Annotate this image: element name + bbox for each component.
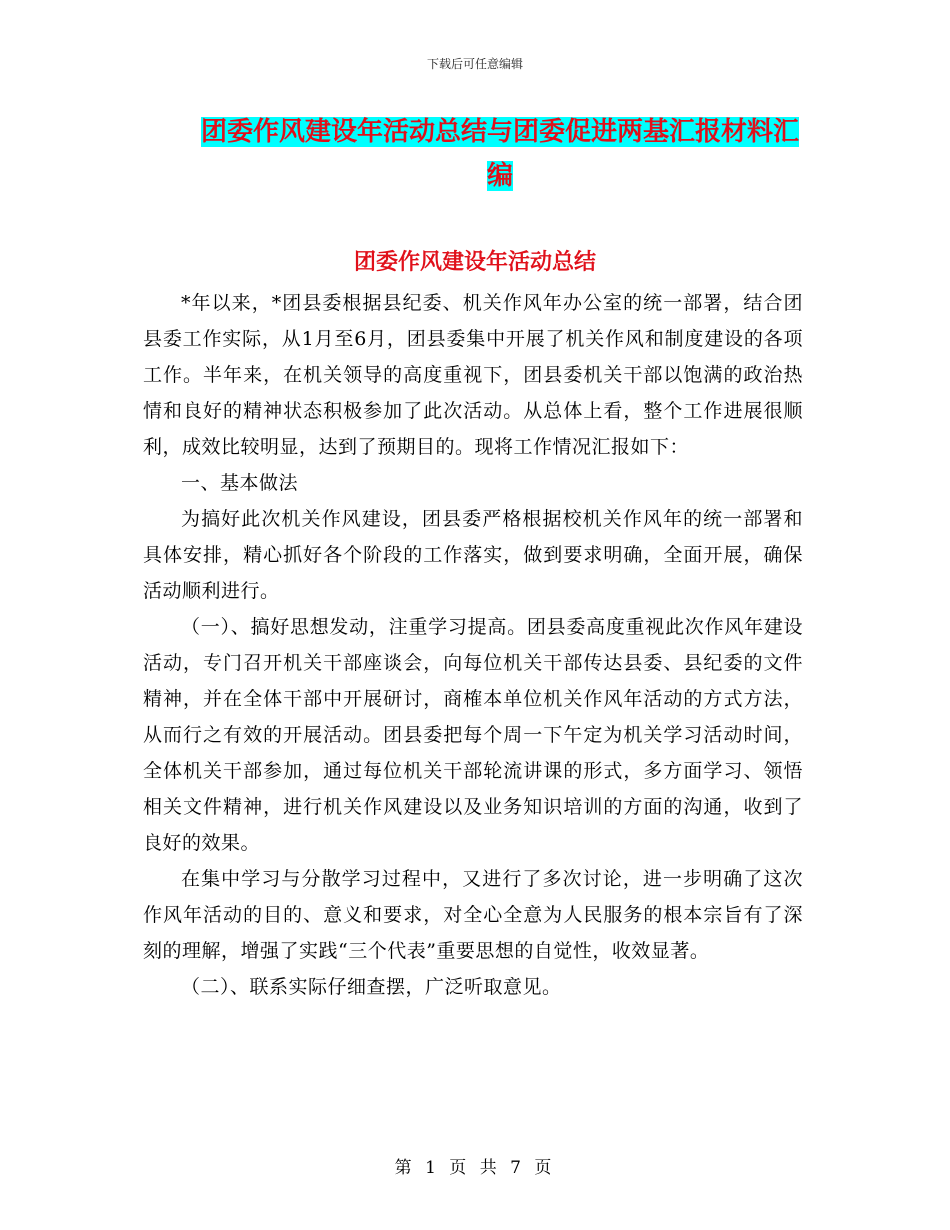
paragraph: （二）、联系实际仔细查摆，广泛听取意见。 <box>181 976 562 998</box>
paragraph: *年以来，*团县委根据县纪委、机关作风年办公室的统一部署，结合团县委工作实际，从1月至6月，团县委集中开展了机关作风和制度建设的各项工作。半年来，在机关领导的高度重视下，团县委机关干部以饱满的政治热情和良好的精神状态积极参加了此次活动。从总体上看，整个工作进展很顺利，成效比较明显，达到了预期目的。现将工作情况汇报如下： <box>143 292 803 458</box>
paragraph: （一）、搞好思想发动，注重学习提高。团县委高度重视此次作风年建设活动，专门召开机关干部座谈会，向每位机关干部传达县委、县纪委的文件精神，并在全体干部中开展研讨，商榷本单位机关作风年活动的方式方法，从而行之有效的开展活动。团县委把每个周一下午定为机关学习活动时间，全体机关干部参加，通过每位机关干部轮流讲课的形式，多方面学习、领悟相关文件精神，进行机关作风建设以及业务知识培训的方面的沟通，收到了良好的效果。 <box>143 616 803 854</box>
document-body <box>143 285 803 1005</box>
page-footer: 第 1 页 共 7 页 <box>394 1158 556 1178</box>
header-note: 下载后可任意编辑 <box>426 57 523 71</box>
document-title-text: 团委作风建设年活动总结与团委促进两基汇报材料汇编 <box>200 117 799 191</box>
paragraph: 在集中学习与分散学习过程中，又进行了多次讨论，进一步明确了这次作风年活动的目的、意义和要求，对全心全意为人民服务的根本宗旨有了深刻的理解，增强了实践“三个代表”重要思想的自觉性，收效显著。 <box>143 868 803 962</box>
section-title: 团委作风建设年活动总结 <box>353 250 596 275</box>
paragraph: 为搞好此次机关作风建设，团县委严格根据校机关作风年的统一部署和具体安排，精心抓好各个阶段的工作落实，做到要求明确，全面开展，确保活动顺利进行。 <box>143 508 803 602</box>
paragraph-heading: 一、基本做法 <box>181 472 299 494</box>
document-title <box>190 110 810 198</box>
